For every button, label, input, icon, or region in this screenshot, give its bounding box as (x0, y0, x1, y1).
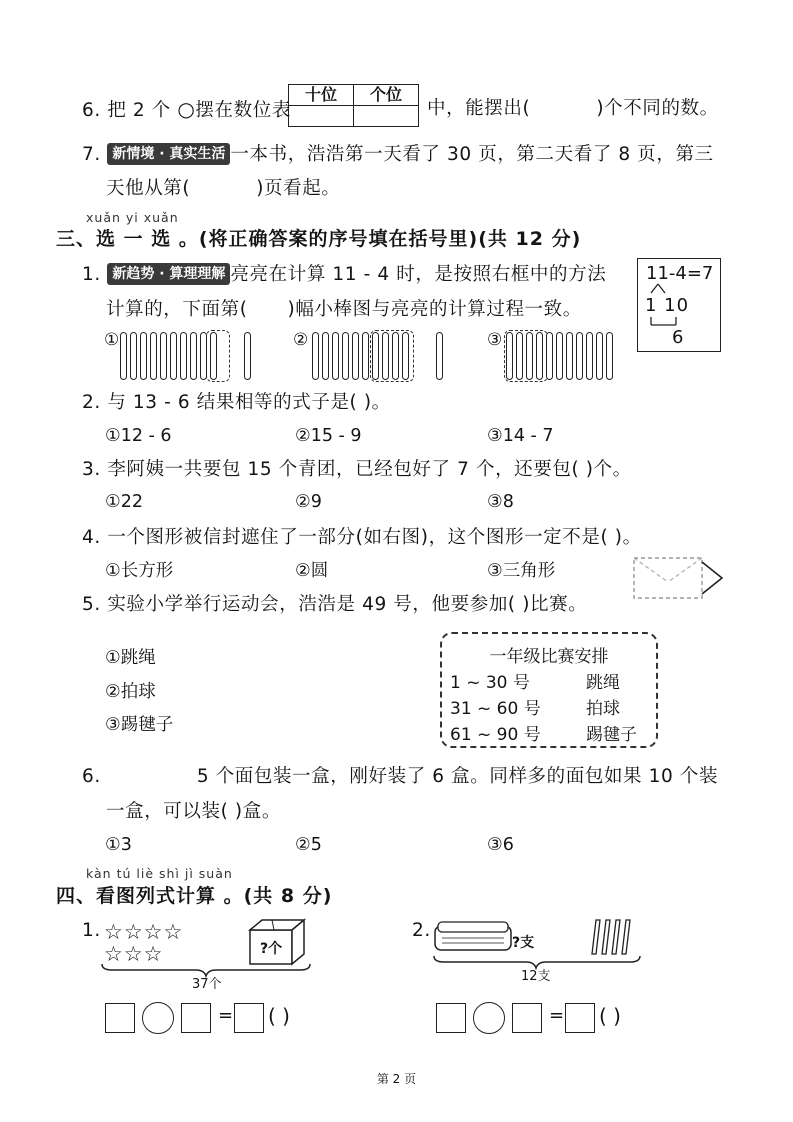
section4-pinyin: kàn tú liè shì jì suàn (86, 866, 233, 881)
box-unknown-label: ?个 (260, 941, 283, 957)
schedule-range-2: 31 ~ 60 号 (450, 699, 541, 719)
s4q1-label: 1. (82, 920, 101, 941)
place-value-table (288, 84, 419, 127)
s3q2-option-3[interactable]: ③14 - 7 (487, 426, 554, 446)
stick (150, 332, 157, 380)
stick (200, 332, 207, 380)
page-number: 第 2 页 (376, 1072, 417, 1086)
stick (576, 332, 583, 380)
stick (342, 332, 349, 380)
stick (322, 332, 329, 380)
q6-label: 6. 把 2 个 (82, 100, 171, 121)
new-trend-tag: 新趋势 · 算理理解 (107, 263, 230, 285)
s3q6-text-1: 5 个面包装一盒，刚好装了 6 盒。同样多的面包如果 10 个装 (196, 766, 719, 787)
s3q6-line2: 一盒，可以装( )盒。 (106, 801, 281, 822)
section4-title: 四、看图列式计算 。(共 8 分) (56, 885, 333, 907)
stick-option-1[interactable] (118, 330, 268, 382)
stick (436, 332, 443, 380)
stick (536, 332, 543, 380)
answer-box-2a[interactable] (436, 1003, 466, 1033)
pencil-case-icon (432, 918, 516, 954)
stick-option-1-label[interactable]: ① (104, 330, 120, 350)
s3q5-option-3[interactable]: ③踢毽子 (105, 715, 174, 735)
schedule-event-2: 拍球 (586, 699, 620, 719)
method-equation: 11-4=7 (646, 263, 714, 284)
stick-option-2[interactable] (310, 330, 460, 382)
s3q3-option-3[interactable]: ③8 (487, 492, 514, 512)
section3-title: 三、选 一 选 。(将正确答案的序号填在括号里)(共 12 分) (56, 228, 582, 250)
stick (170, 332, 177, 380)
stick-option-3-label[interactable]: ③ (487, 330, 503, 350)
unit-paren-1[interactable]: ( ) (268, 1004, 290, 1028)
ones-cell (354, 106, 419, 127)
answer-box-2c[interactable] (565, 1003, 595, 1033)
stick (140, 332, 147, 380)
stick (382, 332, 389, 380)
s3q4-option-3[interactable]: ③三角形 (487, 561, 556, 581)
q7-text-1: 一本书，浩浩第一天看了 30 页，第二天看了 8 页，第三 (230, 144, 714, 165)
star-row-1: ☆☆☆☆ (104, 920, 184, 944)
q6-text-end: 中，能摆出( (427, 98, 531, 119)
stick (180, 332, 187, 380)
method-box (637, 258, 721, 352)
s3q1-text-2a: 计算的，下面第( (106, 299, 248, 320)
ones-header: 个位 (354, 85, 419, 106)
star-row-2: ☆☆☆ (104, 942, 164, 966)
stick (546, 332, 553, 380)
stick (160, 332, 167, 380)
stick (352, 332, 359, 380)
stick (392, 332, 399, 380)
equals-sign-2: = (549, 1005, 565, 1026)
equals-sign-1: = (218, 1005, 234, 1026)
stick (526, 332, 533, 380)
s3q6-option-2[interactable]: ②5 (295, 835, 322, 855)
total-label-2: 12支 (521, 969, 551, 984)
s3q1-text-1: 亮亮在计算 11 - 4 时，是按照右框中的方法 (230, 264, 607, 285)
stick-option-3[interactable] (504, 330, 634, 382)
s3q1-line1 (82, 262, 606, 288)
schedule-title: 一年级比赛安排 (489, 647, 609, 667)
s3q6-option-1[interactable]: ①3 (105, 835, 132, 855)
q6-text-tail: )个不同的数。 (596, 98, 719, 119)
schedule-event-1: 跳绳 (586, 673, 620, 693)
s3q1-line2 (106, 297, 582, 323)
answer-box-2b[interactable] (512, 1003, 542, 1033)
stick (566, 332, 573, 380)
s3q3-stem: 3. 李阿姨一共要包 15 个青团，已经包好了 7 个，还要包( )个。 (82, 459, 632, 480)
stick (596, 332, 603, 380)
stick-option-2-label[interactable]: ② (293, 330, 309, 350)
pencil-unknown-label: ?支 (512, 935, 535, 951)
s3q5-option-1[interactable]: ①跳绳 (105, 648, 156, 668)
s3q4-stem: 4. 一个图形被信封遮住了一部分(如右图)，这个图形一定不是( )。 (82, 527, 642, 548)
q6-text-mid: 摆在数位表 (195, 100, 291, 121)
s3q4-option-2[interactable]: ②圆 (295, 561, 329, 581)
real-life-tag: 新情境 · 真实生活 (107, 143, 230, 165)
s3q4-option-1[interactable]: ①长方形 (105, 561, 174, 581)
tens-cell (289, 106, 354, 127)
unit-paren-2[interactable]: ( ) (599, 1004, 621, 1028)
q7-text-2a: 天他从第( (106, 178, 191, 199)
stick (120, 332, 127, 380)
s3q2-option-2[interactable]: ②15 - 9 (295, 426, 362, 446)
tens-header: 十位 (289, 85, 354, 106)
q7-label: 7. (82, 144, 101, 165)
s3q2-stem: 2. 与 13 - 6 结果相等的式子是( )。 (82, 392, 391, 413)
stick (130, 332, 137, 380)
s3q6-line1 (82, 764, 718, 790)
s3q2-option-1[interactable]: ①12 - 6 (105, 426, 172, 446)
stick (332, 332, 339, 380)
operator-circle-1[interactable] (142, 1002, 174, 1034)
stick (516, 332, 523, 380)
stick (244, 332, 251, 380)
stick (506, 332, 513, 380)
s3q6-label: 6. (82, 766, 101, 787)
stick (586, 332, 593, 380)
q7-line1 (82, 142, 714, 168)
q7-line2 (106, 176, 340, 202)
schedule-box (440, 632, 658, 748)
envelope-figure (630, 552, 726, 604)
stick (606, 332, 613, 380)
q6-answer-line (427, 96, 719, 122)
schedule-range-1: 1 ~ 30 号 (450, 673, 530, 693)
schedule-range-3: 61 ~ 90 号 (450, 725, 541, 745)
stick (190, 332, 197, 380)
s3q5-stem: 5. 实验小学举行运动会，浩浩是 49 号，他要参加( )比赛。 (82, 594, 588, 615)
answer-box-1b[interactable] (181, 1003, 211, 1033)
schedule-event-3: 踢毽子 (586, 725, 637, 745)
method-split: 1 10 (645, 295, 690, 316)
stick (372, 332, 379, 380)
stick (556, 332, 563, 380)
stick (402, 332, 409, 380)
s3q6-option-3[interactable]: ③6 (487, 835, 514, 855)
q6-stem (82, 96, 291, 124)
method-result: 6 (672, 327, 684, 348)
q7-text-2b: )页看起。 (256, 178, 341, 199)
answer-box-1c[interactable] (234, 1003, 264, 1033)
s3q1-text-2b: )幅小棒图与亮亮的计算过程一致。 (287, 299, 582, 320)
answer-box-1a[interactable] (105, 1003, 135, 1033)
section3-pinyin: xuǎn yi xuǎn (86, 210, 179, 225)
s3q1-label: 1. (82, 264, 101, 285)
stick (312, 332, 319, 380)
s4q2-label: 2. (412, 920, 431, 941)
operator-circle-2[interactable] (473, 1002, 505, 1034)
s3q3-option-1[interactable]: ①22 (105, 492, 143, 512)
s3q5-option-2[interactable]: ②拍球 (105, 682, 156, 702)
total-label-1: 37个 (192, 977, 222, 992)
stick (210, 332, 217, 380)
stick (362, 332, 369, 380)
circle-icon: ○ (177, 97, 196, 121)
s3q3-option-2[interactable]: ②9 (295, 492, 322, 512)
